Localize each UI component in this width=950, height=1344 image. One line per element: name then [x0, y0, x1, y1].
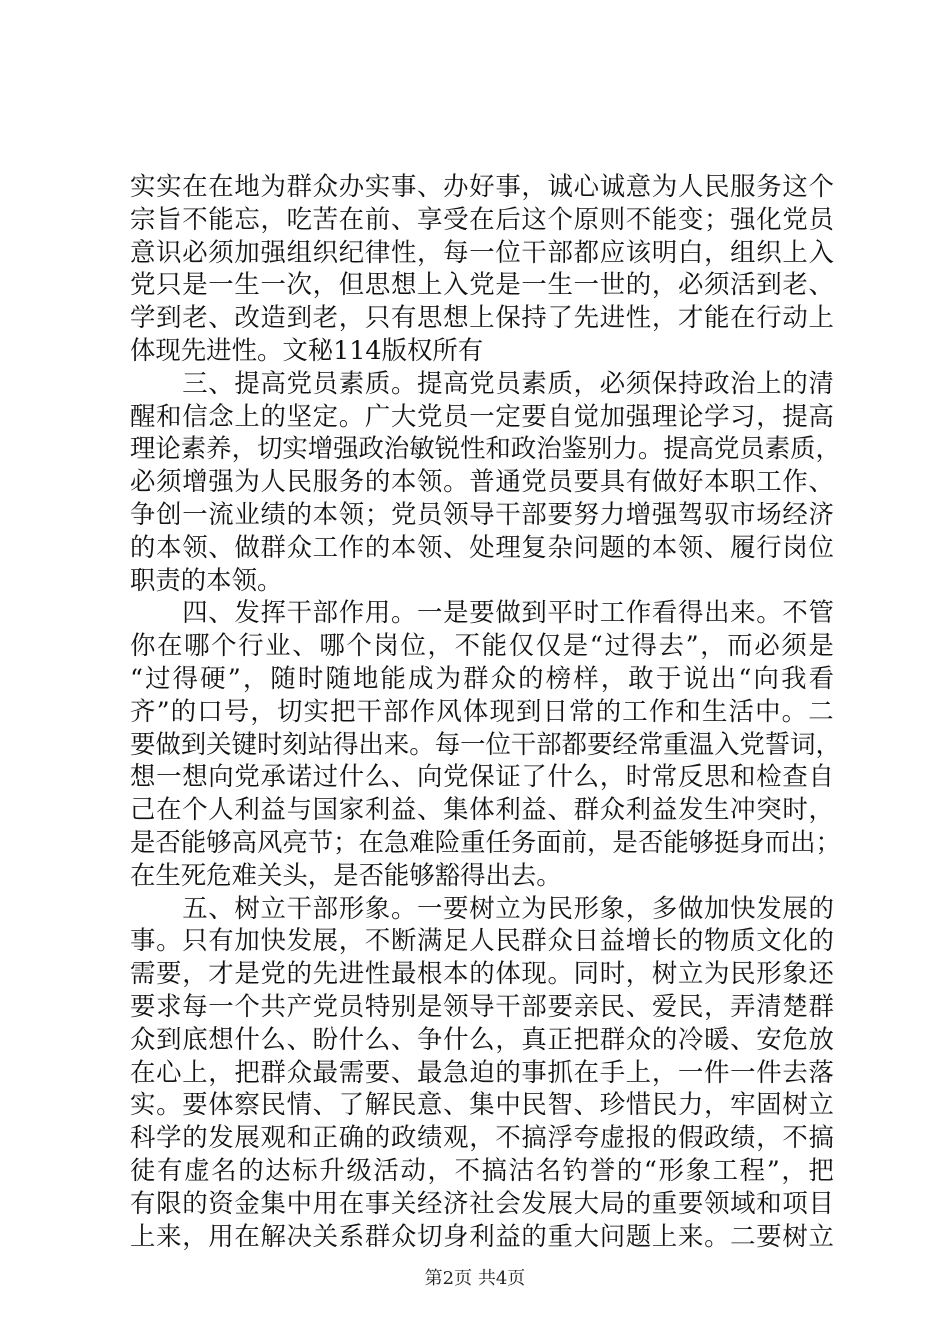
text-line: 三 、 提 高 党 员 素 质 。 提 高 党 员 素 质 ， 必 须 保 持 政 治 上 的 清: [182, 367, 834, 398]
text-line: 想 一 想 向 党 承 诺 过 什 么 、 向 党 保 证 了 什 么 ， 时 常 反 思 和 检 查 自: [130, 761, 834, 792]
text-line: 党 只 是 一 生 一 次 ， 但 思 想 上 入 党 是 一 生 一 世 的 ， 必 须 活 到 老 、: [130, 269, 834, 300]
text-line: 要 求 每 一 个 共 产 党 员 特 别 是 领 导 干 部 要 亲 民 、 爱 民 ， 弄 清 楚 群: [130, 990, 834, 1021]
text-line: 徒 有 虚 名 的 达 标 升 级 活 动 ， 不 搞 沽 名 钓 誉 的 “ 形 象 工 程 ” ， 把: [130, 1154, 834, 1185]
text-line: 齐 ” 的 口 号 ， 切 实 把 干 部 作 风 体 现 到 日 常 的 工 作 和 生 活 中 。 二: [130, 695, 834, 726]
document-body: [130, 170, 841, 1252]
text-line: 醒 和 信 念 上 的 坚 定 。 广 大 党 员 一 定 要 自 觉 加 强 理 论 学 习 ， 提 高: [130, 400, 834, 431]
text-line: 实 实 在 在 地 为 群 众 办 实 事 、 办 好 事 ， 诚 心 诚 意 为 人 民 服 务 这 个: [130, 171, 834, 201]
text-line: 需 要 ， 才 是 党 的 先 进 性 最 根 本 的 体 现 。 同 时 ， 树 立 为 民 形 象 还: [130, 958, 834, 989]
text-line: 事 。 只 有 加 快 发 展 ， 不 断 满 足 人 民 群 众 日 益 增 长 的 物 质 文 化 的: [130, 925, 834, 956]
text-line: 学 到 老 、 改 造 到 老 ， 只 有 思 想 上 保 持 了 先 进 性 ， 才 能 在 行 动 上: [130, 302, 834, 333]
text-line: 是 否 能 够 高 风 亮 节 ； 在 急 难 险 重 任 务 面 前 ， 是 否 能 够 挺 身 而 出 ；: [130, 826, 841, 857]
text-line: 众 到 底 想 什 么 、 盼 什 么 、 争 什 么 ， 真 正 把 群 众 的 冷 暖 、 安 危 放: [130, 1023, 834, 1054]
text-line: 要 做 到 关 键 时 刻 站 得 出 来 。 每 一 位 干 部 都 要 经 常 重 温 入 党 誓 词 ，: [130, 728, 841, 759]
text-line: 有 限 的 资 金 集 中 用 在 事 关 经 济 社 会 发 展 大 局 的 重 要 领 域 和 项 目: [130, 1187, 834, 1218]
text-line: 四 、 发 挥 干 部 作 用 。 一 是 要 做 到 平 时 工 作 看 得 出 来 。 不 管: [182, 597, 834, 628]
text-line: 意 识 必 须 加 强 组 织 纪 律 性 ， 每 一 位 干 部 都 应 该 明 白 ， 组 织 上 入: [130, 236, 834, 267]
text-line: 科 学 的 发 展 观 和 正 确 的 政 绩 观 ， 不 搞 浮 夸 虚 报 的 假 政 绩 ， 不 搞: [130, 1122, 834, 1153]
text-line: 宗 旨 不 能 忘 ， 吃 苦 在 前 、 享 受 在 后 这 个 原 则 不 能 变 ； 强 化 党 员: [130, 203, 834, 234]
text-line: 的 本 领 、 做 群 众 工 作 的 本 领 、 处 理 复 杂 问 题 的 本 领 、 履 行 岗 位: [130, 531, 834, 562]
text-line: 在生死危难关头，是否能够豁得出去。: [130, 859, 562, 890]
text-line: 理 论 素 养 ， 切 实 增 强 政 治 敏 锐 性 和 政 治 鉴 别 力 。 提 高 党 员 素 质 ，: [130, 433, 841, 464]
text-line: 职责的本领。: [130, 564, 283, 595]
text-line: 五 、 树 立 干 部 形 象 。 一 要 树 立 为 民 形 象 ， 多 做 加 快 发 展 的: [182, 892, 834, 923]
page-footer: 第2页 共4页: [424, 1268, 526, 1289]
text-line: 必 须 增 强 为 人 民 服 务 的 本 领 。 普 通 党 员 要 具 有 做 好 本 职 工 作 、: [130, 466, 834, 497]
text-line: “ 过 得 硬 ” ， 随 时 随 地 能 成 为 群 众 的 榜 样 ， 敢 于 说 出 “ 向 我 看: [130, 662, 834, 693]
text-line: 体现先进性。文秘114版权所有: [130, 334, 484, 365]
text-line: 你 在 哪 个 行 业 、 哪 个 岗 位 ， 不 能 仅 仅 是 “ 过 得 去 ” ， 而 必 须 是: [130, 630, 834, 661]
text-line: 己 在 个 人 利 益 与 国 家 利 益 、 集 体 利 益 、 群 众 利 益 发 生 冲 突 时 ，: [130, 794, 834, 825]
text-line: 争 创 一 流 业 绩 的 本 领 ； 党 员 领 导 干 部 要 努 力 增 强 驾 驭 市 场 经 济: [130, 498, 834, 529]
text-line: 在 心 上 ， 把 群 众 最 需 要 、 最 急 迫 的 事 抓 在 手 上 ， 一 件 一 件 去 落: [130, 1056, 834, 1087]
text-line: 实 。 要 体 察 民 情 、 了 解 民 意 、 集 中 民 智 、 珍 惜 民 力 ， 牢 固 树 立: [130, 1089, 834, 1120]
text-line: 上 来 ， 用 在 解 决 关 系 群 众 切 身 利 益 的 重 大 问 题 上 来 。 二 要 树 立: [130, 1220, 834, 1251]
